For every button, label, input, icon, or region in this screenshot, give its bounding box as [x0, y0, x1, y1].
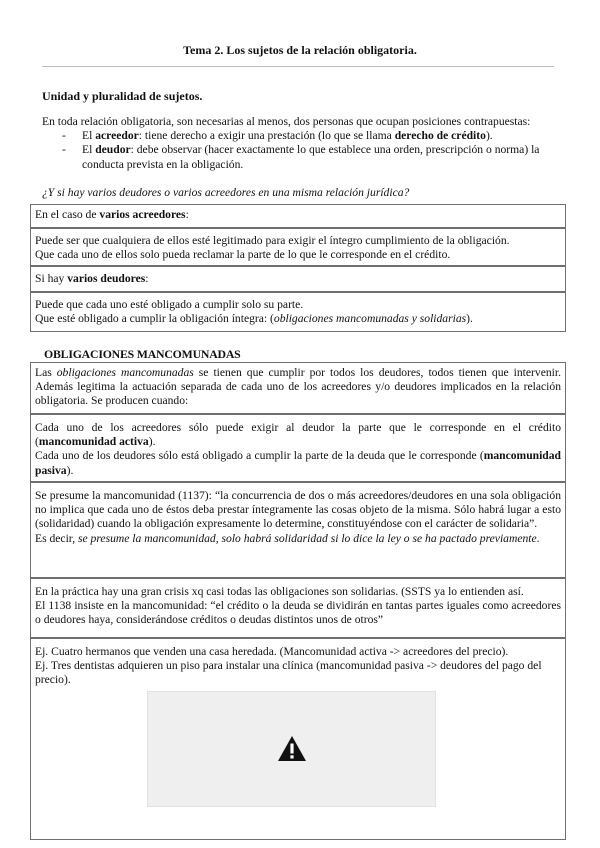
bullet-deudor: [42, 143, 557, 171]
box-line: Puede ser que cualquiera de ellos esté legitimado para exigir el íntegro cumplimiento de la obligación.: [35, 234, 510, 247]
box-tipos-mancomunidad: [30, 414, 566, 482]
section-heading-subjects: Unidad y pluralidad de sujetos.: [42, 89, 203, 103]
box-paragraph: En la práctica hay una gran crisis xq casi todas las obligaciones son solidarias. (SSTS ya lo entienden así.: [35, 585, 524, 598]
bullet-dash: -: [62, 129, 66, 143]
question-text: ¿Y si hay varios deudores o varios acreedores en una misma relación jurídica?: [42, 186, 410, 199]
example-line: Ej. Tres dentistas adquieren un piso para instalar una clínica (mancomunidad pasiva -> deudores del pago del precio).: [35, 659, 542, 687]
box-paragraph: Es decir, se presume la mancomunidad, solo habrá solidaridad si lo dice la ley o se ha pactado previamente.: [35, 531, 540, 545]
box-paragraph: Se presume la mancomunidad (1137): “la concurrencia de dos o más acreedores/deudores en una sola obligación no implica que cada uno de éstos deba prestar íntegramente las cosas objeto de la misma. Sólo habrá lugar a esto (solidaridad) cuando la obligación expresamente lo determine, constituyéndose con el carácter de solidaria”.: [35, 489, 561, 531]
section-heading-mancomunadas: OBLIGACIONES MANCOMUNADAS: [44, 347, 241, 361]
example-line: Ej. Cuatro hermanos que venden una casa heredada. (Mancomunidad activa -> acreedores del precio).: [35, 645, 509, 658]
box-ejemplos: [30, 638, 566, 840]
bullet-acreedor: [42, 129, 557, 143]
box-deudores-detail: [30, 292, 566, 332]
box-definicion: Las obligaciones mancomunadas se tienen que cumplir por todos los deudores, todos tienen que intervenir. Además legitima la actuación separada de cada uno de los acreedores y/o deudores implicados en la relación obligatoria. Se producen cuando:: [30, 362, 566, 414]
bullet-text: El deudor: debe observar (hacer exactamente lo que establece una orden, prescripción o norma) la conducta prevista en la obligación.: [82, 143, 540, 171]
box-presuncion: [30, 482, 566, 578]
box-paragraph: El 1138 insiste en la mancomunidad: “el crédito o la deuda se dividirán en tantas partes iguales como acreedores o deudores haya, considerándose créditos o deudas distintos unos de otros”: [35, 599, 561, 627]
box-line: Cada uno de los deudores sólo está obligado a cumplir la parte de la deuda que le corresponde (mancomunidad pasiva).: [35, 449, 561, 477]
box-line: Que esté obligado a cumplir la obligación íntegra: (obligaciones mancomunadas y solidarias).: [35, 312, 473, 326]
box-practica: [30, 578, 566, 638]
bullet-text: El acreedor: tiene derecho a exigir una prestación (lo que se llama derecho de crédito).: [82, 129, 493, 143]
header-divider: [42, 66, 554, 67]
box-line: Puede que cada uno esté obligado a cumplir solo su parte.: [35, 298, 304, 311]
box-line: Que cada uno de ellos solo pueda reclamar la parte de lo que le corresponde en el crédito.: [35, 248, 451, 262]
intro-block: [42, 115, 557, 172]
warning-icon: [277, 735, 307, 762]
box-line: Cada uno de los acreedores sólo puede exigir al deudor la parte que le corresponde en el crédito (mancomunidad activa).: [35, 421, 561, 449]
box-varios-acreedores: En el caso de varios acreedores:: [30, 204, 566, 228]
page-title: Tema 2. Los sujetos de la relación obligatoria.: [183, 43, 417, 57]
intro-text: En toda relación obligatoria, son necesarias al menos, dos personas que ocupan posiciones contrapuestas:: [42, 115, 531, 128]
box-varios-deudores: Si hay varios deudores:: [30, 266, 566, 292]
box-acreedores-detail: [30, 228, 566, 266]
bullet-dash: -: [62, 143, 66, 157]
image-placeholder: [147, 691, 436, 807]
